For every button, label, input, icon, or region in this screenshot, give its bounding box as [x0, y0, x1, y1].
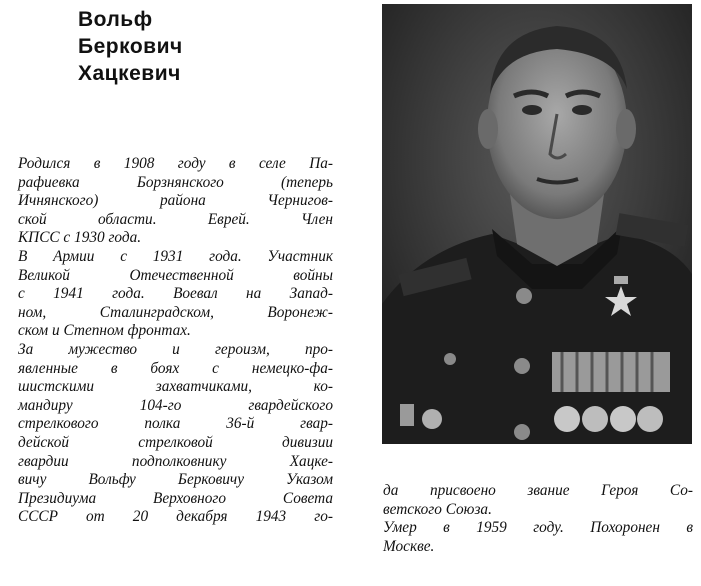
bio-line: рафиевка Борзнянского (теперь [18, 173, 333, 191]
biography-text-right [383, 482, 693, 556]
bio-line: гвардии подполковнику Хацке- [18, 452, 333, 470]
portrait-photo-icon [382, 4, 692, 444]
bio-line: Москве. [383, 537, 435, 555]
bio-line: мандиру 104-го гвардейского [18, 396, 333, 414]
bio-line: Великой Отечественной войны [18, 266, 333, 284]
name-line-surname: Хацкевич [78, 62, 181, 85]
bio-line: да присвоено звание Героя Со- [383, 482, 693, 499]
bio-line: явленные в боях с немецко-фа- [18, 359, 333, 377]
bio-line: КПСС с 1930 года. [18, 229, 142, 247]
bio-line: шистскими захватчиками, ко- [18, 378, 333, 396]
person-name-heading [78, 6, 378, 87]
bio-line: дейской стрелковой дивизии [18, 433, 333, 451]
portrait-photo [382, 4, 692, 444]
bio-line: Президиума Верховного Совета [18, 489, 333, 507]
bio-line: Родился в 1908 году в селе Па- [18, 155, 333, 172]
bio-line: вичу Вольфу Берковичу Указом [18, 471, 333, 489]
bio-line: СССР от 20 декабря 1943 го- [18, 508, 333, 526]
bio-line: ном, Сталинградском, Воронеж- [18, 303, 333, 321]
bio-line: За мужество и героизм, про- [18, 340, 333, 358]
bio-line: с 1941 года. Воевал на Запад- [18, 285, 333, 303]
bio-line: В Армии с 1931 года. Участник [18, 247, 333, 265]
name-line-patronymic: Беркович [78, 35, 183, 58]
biography-text-left [18, 155, 333, 527]
bio-line: Ичнянского) района Чернигов- [18, 192, 333, 210]
bio-line: ветского Союза. [383, 500, 492, 518]
bio-line: ской области. Еврей. Член [18, 210, 333, 228]
name-line-first: Вольф [78, 8, 153, 31]
bio-line: Умер в 1959 году. Похоронен в [383, 519, 693, 537]
bio-line: ском и Степном фронтах. [18, 322, 191, 340]
bio-line: стрелкового полка 36-й гвар- [18, 415, 333, 433]
